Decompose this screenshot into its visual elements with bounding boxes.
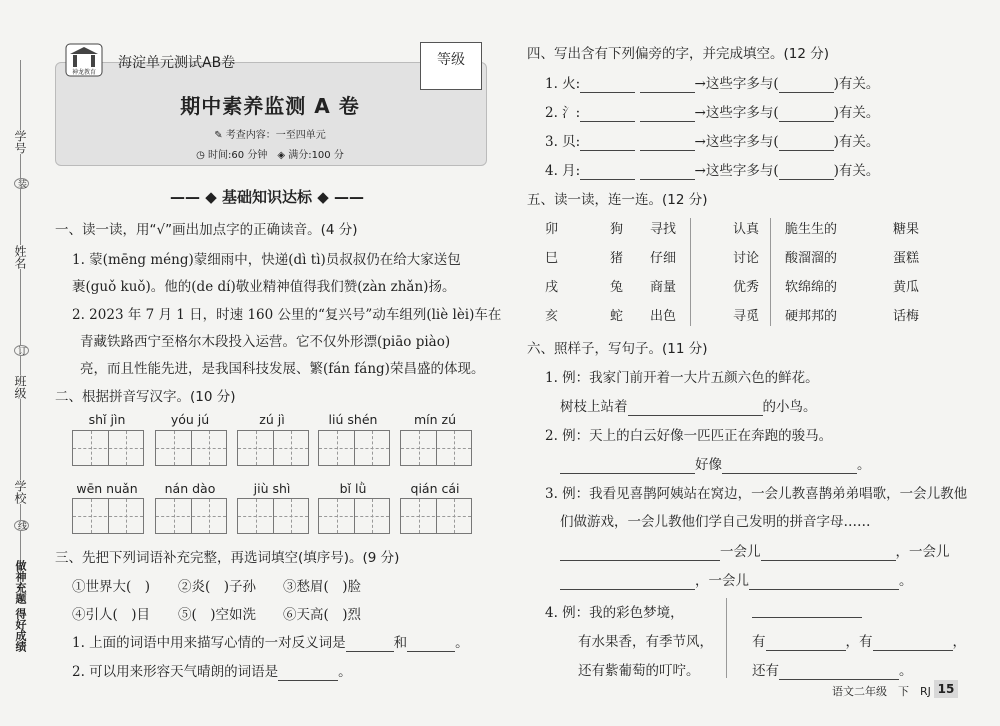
answer-blank[interactable] — [560, 573, 695, 590]
section-banner: —— ◆ 基础知识达标 ◆ —— — [170, 188, 364, 206]
match-word[interactable]: 蛇 — [610, 309, 624, 324]
student-id-label: 学号 — [13, 130, 27, 154]
match-word[interactable]: 讨论 — [733, 251, 760, 266]
q6-fill — [752, 601, 862, 618]
seal-mark: 装 — [14, 178, 29, 189]
match-word[interactable]: 糖果 — [893, 222, 920, 237]
q3-word: ⑤( )空如洗 — [178, 607, 257, 623]
match-word[interactable]: 黄瓜 — [893, 280, 920, 295]
q3-heading: 三、先把下列词语补充完整，再选词填空(填序号)。(9 分) — [55, 550, 400, 566]
q1-line: 2. 2023 年 7 月 1 日，时速 160 公里的“复兴号”动车组列(liè lèi)车在 — [72, 307, 502, 323]
q6-fill: 还有 。 — [752, 663, 913, 679]
q6-fill: ，一会儿 。 — [560, 569, 913, 590]
writing-grid[interactable] — [155, 430, 227, 466]
match-word[interactable]: 酸溜溜的 — [785, 251, 838, 266]
answer-blank[interactable] — [779, 663, 899, 680]
writing-grid[interactable] — [318, 430, 390, 466]
match-word[interactable]: 亥 — [545, 309, 559, 324]
q1-line: 青藏铁路西宁至格尔木段投入运营。它不仅外形漂(piāo piào) — [80, 334, 451, 350]
q6-fill: 有 ，有 ， — [752, 634, 966, 650]
seal-mark: 线 — [14, 520, 29, 531]
page-title: 期中素养监测 A 卷 — [180, 94, 360, 118]
pinyin-prompt: shǐ jìn — [88, 412, 126, 427]
answer-blank[interactable] — [580, 76, 635, 93]
answer-blank[interactable] — [560, 457, 695, 474]
answer-blank[interactable] — [640, 76, 695, 93]
writing-grid[interactable] — [72, 430, 144, 466]
writing-grid[interactable] — [318, 498, 390, 534]
level-label: 等级 — [437, 52, 465, 68]
q6-fill: 一会儿 ，一会儿 — [560, 540, 950, 561]
writing-grid[interactable] — [237, 430, 309, 466]
pinyin-prompt: jiù shì — [253, 481, 291, 496]
q3-word: ④引人( )目 — [72, 607, 151, 623]
match-word[interactable]: 话梅 — [893, 309, 920, 324]
q4-item: 4. 月: →这些字多与( )有关。 — [545, 163, 880, 179]
answer-blank[interactable] — [749, 573, 899, 590]
answer-blank[interactable] — [278, 664, 338, 681]
series-brand: 海淀单元测试AB卷 — [118, 55, 236, 71]
match-word[interactable]: 巳 — [545, 251, 559, 266]
writing-grid[interactable] — [400, 430, 472, 466]
grade-tag: 语文二年级 下 RJ — [832, 685, 931, 698]
match-word[interactable]: 蛋糕 — [893, 251, 920, 266]
match-word[interactable]: 硬邦邦的 — [785, 309, 838, 324]
svg-text:神龙教育: 神龙教育 — [71, 69, 97, 76]
q6-example: 3. 例：我看见喜鹊阿姨站在窝边，一会儿教喜鹊弟弟唱歌，一会儿教他 — [545, 486, 968, 502]
answer-blank[interactable] — [779, 105, 834, 122]
answer-blank[interactable] — [766, 634, 846, 651]
q1-line: 裹(guǒ kuǒ)。他的(de dí)敬业精神值得我们赞(zàn zhǎn)扬。 — [72, 279, 456, 295]
q6-example: 还有紫葡萄的叮咛。 — [578, 663, 700, 679]
match-word[interactable]: 兔 — [610, 280, 624, 295]
answer-blank[interactable] — [761, 544, 896, 561]
q1-line: 1. 蒙(mēng méng)蒙细雨中，快递(dì tì)员叔叔仍在给大家送包 — [72, 252, 461, 268]
q3-sub1: 1. 上面的词语中用来描写心情的一对反义词是 和 。 — [72, 635, 469, 651]
answer-blank[interactable] — [580, 163, 635, 180]
q6-example: 4. 例：我的彩色梦境， — [545, 605, 684, 621]
exam-scope: ✎ 考查内容：一至四单元 — [214, 130, 326, 141]
match-word[interactable]: 卯 — [545, 222, 559, 237]
match-word[interactable]: 脆生生的 — [785, 222, 838, 237]
column-divider — [770, 218, 771, 326]
match-word[interactable]: 仔细 — [650, 251, 677, 266]
q1-heading: 一、读一读，用“√”画出加点字的正确读音。(4 分) — [55, 222, 358, 238]
pinyin-prompt: mín zú — [413, 412, 457, 427]
match-word[interactable]: 认真 — [733, 222, 760, 237]
level-box — [420, 42, 482, 90]
answer-blank[interactable] — [722, 457, 857, 474]
answer-blank[interactable] — [752, 601, 862, 618]
q3-word: ①世界大( ) — [72, 579, 151, 595]
match-word[interactable]: 寻找 — [650, 222, 677, 237]
q4-heading: 四、写出含有下列偏旁的字，并完成填空。(12 分) — [527, 46, 830, 62]
answer-blank[interactable] — [640, 163, 695, 180]
column-divider — [690, 218, 691, 326]
writing-grid[interactable] — [400, 498, 472, 534]
answer-blank[interactable] — [779, 76, 834, 93]
writing-grid[interactable] — [237, 498, 309, 534]
q4-item: 1. 火: →这些字多与( )有关。 — [545, 76, 880, 92]
pinyin-prompt: yóu jú — [170, 412, 210, 427]
slogan: 做神充题 得好成绩 — [14, 560, 27, 652]
q4-item: 2. 氵: →这些字多与( )有关。 — [545, 105, 880, 121]
q6-fill: 树枝上站着 的小鸟。 — [560, 399, 817, 415]
answer-blank[interactable] — [779, 163, 834, 180]
school-label: 学校 — [13, 480, 27, 504]
match-word[interactable]: 戌 — [545, 280, 559, 295]
q6-heading: 六、照样子，写句子。(11 分) — [527, 341, 708, 357]
q4-item: 3. 贝: →这些字多与( )有关。 — [545, 134, 880, 150]
pinyin-prompt: liú shén — [328, 412, 378, 427]
answer-blank[interactable] — [580, 134, 635, 151]
writing-grid[interactable] — [155, 498, 227, 534]
page-number: 15 — [934, 680, 958, 698]
binding-margin — [0, 0, 48, 726]
match-word[interactable]: 出色 — [650, 309, 677, 324]
match-word[interactable]: 狗 — [610, 222, 624, 237]
answer-blank[interactable] — [640, 105, 695, 122]
exam-time: ◷ 时间:60 分钟 ◈ 满分:100 分 — [196, 150, 344, 161]
match-word[interactable]: 商量 — [650, 280, 677, 295]
q3-word: ②炎( )子孙 — [178, 579, 257, 595]
q6-example: 2. 例：天上的白云好像一匹匹正在奔跑的骏马。 — [545, 428, 833, 444]
pinyin-prompt: zú jì — [259, 412, 285, 427]
q3-word: ③愁眉( )脸 — [283, 579, 362, 595]
q6-fill: 好像 。 — [560, 453, 871, 474]
class-label: 班级 — [13, 375, 27, 399]
publisher-logo — [60, 40, 108, 80]
q5-heading: 五、读一读，连一连。(12 分) — [527, 192, 708, 208]
answer-blank[interactable] — [580, 105, 635, 122]
pinyin-prompt: wēn nuǎn — [76, 481, 138, 496]
pinyin-prompt: nán dào — [164, 481, 216, 496]
name-label: 姓名 — [13, 245, 27, 269]
q2-heading: 二、根据拼音写汉字。(10 分) — [55, 389, 236, 405]
q3-sub2: 2. 可以用来形容天气晴朗的词语是 。 — [72, 664, 352, 680]
answer-blank[interactable] — [407, 635, 455, 652]
q3-word: ⑥天高( )烈 — [283, 607, 362, 623]
match-word[interactable]: 猪 — [610, 251, 624, 266]
answer-blank[interactable] — [779, 134, 834, 151]
answer-blank[interactable] — [873, 634, 953, 651]
q6-example: 们做游戏，一会儿教他们学自己发明的拼音字母…… — [560, 514, 871, 530]
match-word[interactable]: 寻觅 — [733, 309, 760, 324]
answer-blank[interactable] — [560, 544, 720, 561]
q6-example: 有水果香，有季节风， — [578, 634, 713, 650]
answer-blank[interactable] — [346, 635, 394, 652]
answer-blank[interactable] — [640, 134, 695, 151]
pinyin-prompt: bǐ lǜ — [339, 481, 367, 496]
writing-grid[interactable] — [72, 498, 144, 534]
pinyin-prompt: qián cái — [410, 481, 460, 496]
answer-blank[interactable] — [628, 399, 763, 416]
match-word[interactable]: 优秀 — [733, 280, 760, 295]
q6-example: 1. 例：我家门前开着一大片五颜六色的鲜花。 — [545, 370, 819, 386]
example-divider — [726, 598, 727, 678]
match-word[interactable]: 软绵绵的 — [785, 280, 838, 295]
seal-mark: 订 — [14, 345, 29, 356]
q1-line: 亮，而且性能先进，是我国科技发展、繁(fán fáng)荣昌盛的体现。 — [80, 361, 485, 377]
